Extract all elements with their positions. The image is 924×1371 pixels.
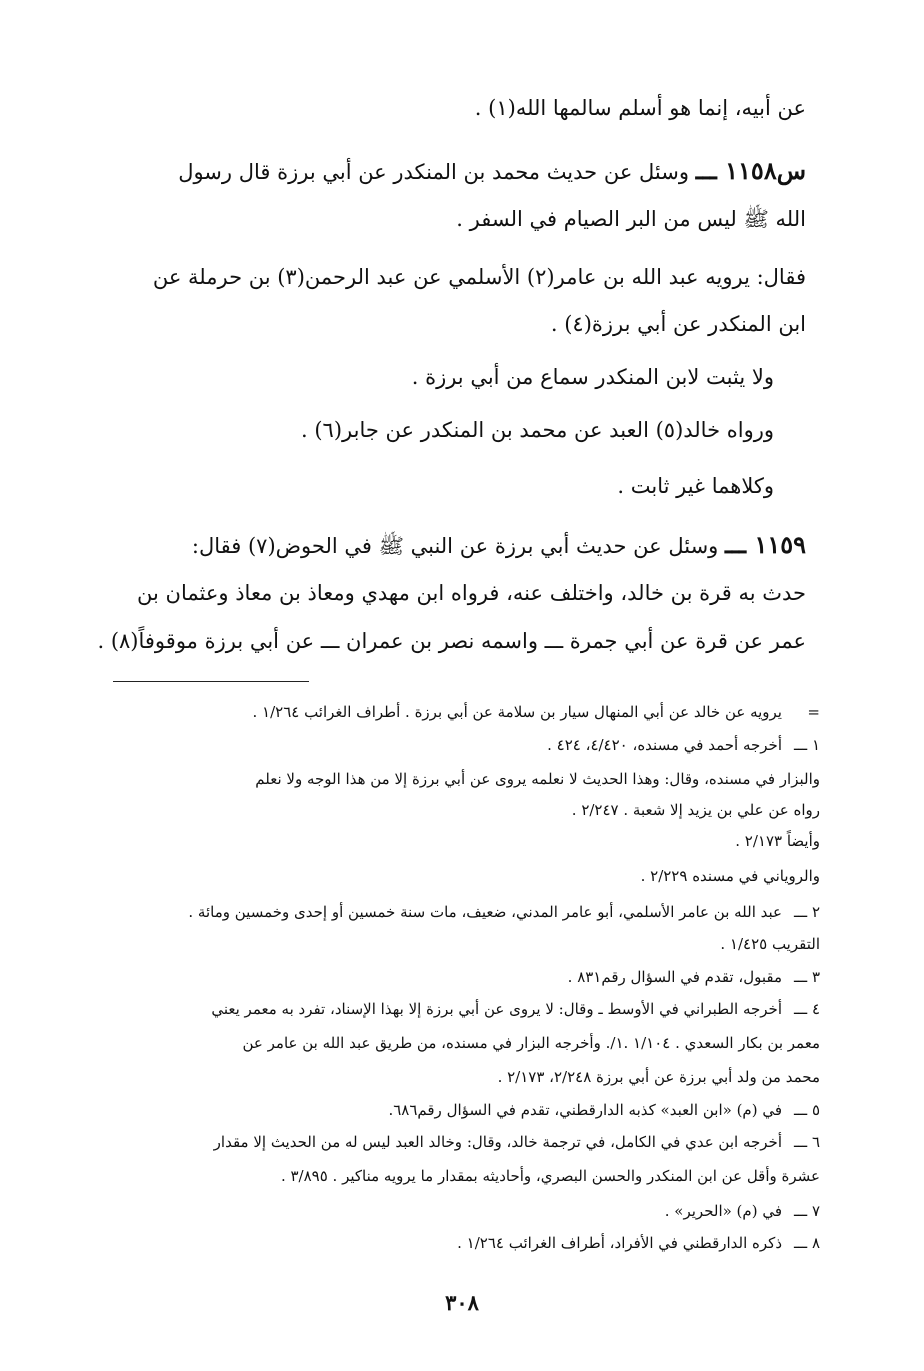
answer-1158-line-2: ابن المنكدر عن أبي برزة(٤) . <box>550 312 806 336</box>
footnote-2-line-2: التقريب ١/٤٢٥ . <box>720 935 820 953</box>
page-number: ٣٠٨ <box>445 1290 479 1315</box>
footnote-text: أخرجه الطبراني في الأوسط ـ وقال: لا يروى عن أبي برزة إلا بهذا الإسناد، تفرد به معمر يعني <box>211 1000 782 1018</box>
footnote-7 <box>96 1200 820 1222</box>
question-1159-line-1 <box>98 530 806 561</box>
footnote-5 <box>96 1099 820 1121</box>
question-1158-line-1 <box>98 156 806 187</box>
footnote-3 <box>96 966 820 988</box>
footnote-mark: ١ ـــ <box>793 736 820 754</box>
footnote-4-line-3: محمد من ولد أبي برزة عن أبي برزة ٢/٢٤٨، ٢/١٧٣ . <box>497 1068 820 1086</box>
question-1159-line-3: عمر عن قرة عن أبي جمرة ـــ واسمه نصر بن عمران ـــ عن أبي برزة موقوفاً(٨) . <box>97 629 806 653</box>
question-1158-line-2: الله ﷺ ليس من البر الصيام في السفر . <box>456 207 806 231</box>
footnote-text: أخرجه أحمد في مسنده، ٤/٤٢٠، ٤٢٤ . <box>547 736 782 754</box>
footnote-mark: = <box>807 703 820 721</box>
answer-1158-line-5: وكلاهما غير ثابت . <box>617 474 774 498</box>
question-number: ١١٥٩ ـــ <box>724 530 806 559</box>
footnote-6 <box>96 1131 820 1153</box>
footnote-mark: ٤ ـــ <box>793 1000 820 1018</box>
footnote-text: ذكره الدارقطني في الأفراد، أطراف الغرائب ١/٢٦٤ . <box>457 1234 782 1252</box>
footnote-mark: ٥ ـــ <box>793 1101 820 1119</box>
footnote-4-line-2: معمر بن بكار السعدي . ١/١٠٤ .١/. وأخرجه البزار في مسنده، من طريق عبد الله بن عامر عن <box>242 1034 820 1052</box>
footnote-4 <box>96 998 820 1020</box>
answer-1158-line-4: ورواه خالد(٥) العبد عن محمد بن المنكدر عن جابر(٦) . <box>301 418 774 442</box>
footnote-text: في (م) «ابن العبد» كذبه الدارقطني، تقدم في السؤال رقم٦٨٦. <box>388 1101 782 1119</box>
footnote-mark: ٦ ـــ <box>793 1133 820 1151</box>
footnote-mark: ٧ ـــ <box>793 1202 820 1220</box>
footnote-text: في (م) «الحرير» . <box>664 1202 782 1220</box>
text-line: عن أبيه، إنما هو أسلم سالمها الله(١) . <box>474 96 806 120</box>
footnote-text: مقبول، تقدم في السؤال رقم٨٣١ . <box>567 968 782 986</box>
footnote-8 <box>96 1232 820 1254</box>
footnote-2 <box>96 901 820 923</box>
footnote-divider <box>113 681 309 682</box>
footnote-1 <box>96 734 820 756</box>
answer-1158-line-1: فقال: يرويه عبد الله بن عامر(٢) الأسلمي عن عبد الرحمن(٣) بن حرملة عن <box>152 265 806 289</box>
footnote-text: أخرجه ابن عدي في الكامل، في ترجمة خالد، وقال: وخالد العبد ليس له من الحديث إلا مقدار <box>213 1133 782 1151</box>
question-text: وسئل عن حديث أبي برزة عن النبي ﷺ في الحوض(٧) فقال: <box>191 534 725 558</box>
footnote-1-line-3: رواه عن علي بن يزيد إلا شعبة . ٢/٢٤٧ . <box>571 801 820 819</box>
footnote-1-line-4: وأيضاً ٢/١٧٣ . <box>735 832 820 850</box>
footnote-mark: ٨ ـــ <box>793 1234 820 1252</box>
footnote-mark: ٢ ـــ <box>793 903 820 921</box>
footnote-text: يرويه عن خالد عن أبي المنهال سيار بن سلامة عن أبي برزة . أطراف الغرائب ١/٢٦٤ . <box>252 703 782 721</box>
footnote-6-line-2: عشرة وأقل عن ابن المنكدر والحسن البصري، وأحاديثه بمقدار ما يرويه مناكير . ٣/٨٩٥ . <box>280 1167 820 1185</box>
question-number: س١١٥٨ ـــ <box>695 156 806 185</box>
question-text: وسئل عن حديث محمد بن المنكدر عن أبي برزة قال رسول <box>178 160 696 184</box>
footnote-continued <box>96 701 820 723</box>
footnote-text: عبد الله بن عامر الأسلمي، أبو عامر المدني، ضعيف، مات سنة خمسين أو إحدى وخمسين ومائة . <box>188 903 782 921</box>
answer-1158-line-3: ولا يثبت لابن المنكدر سماع من أبي برزة . <box>411 365 774 389</box>
footnote-mark: ٣ ـــ <box>793 968 820 986</box>
footnote-1-line-5: والروياني في مسنده ٢/٢٢٩ . <box>640 867 820 885</box>
question-1159-line-2: حدث به قرة بن خالد، واختلف عنه، فرواه ابن مهدي ومعاذ بن معاذ وعثمان بن <box>137 581 806 605</box>
footnote-1-line-2: والبزار في مسنده، وقال: وهذا الحديث لا نعلمه يروى عن أبي برزة إلا من هذا الوجه ولا نعلم <box>255 770 820 788</box>
